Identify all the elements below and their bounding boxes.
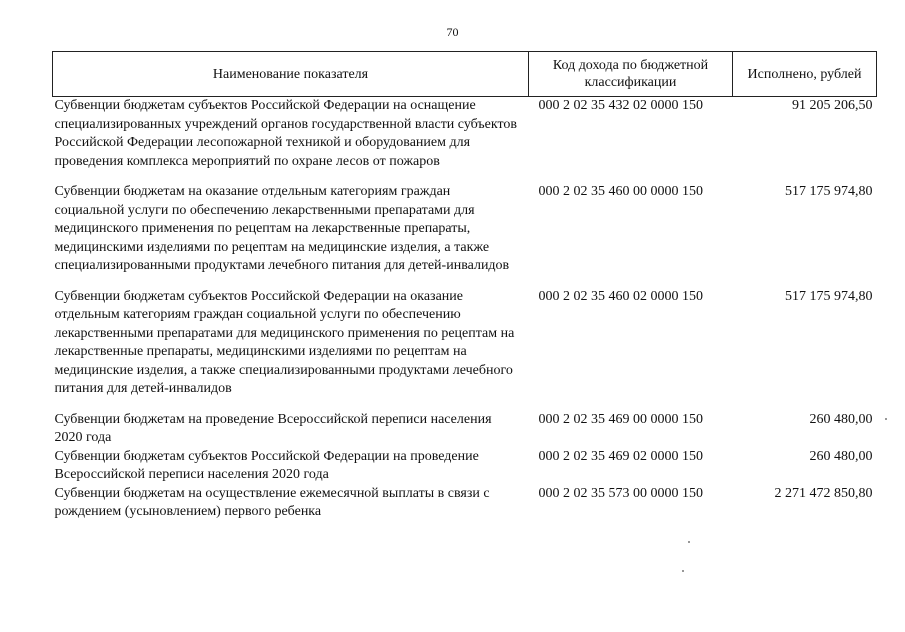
row-indicator-name: Субвенции бюджетам субъектов Российской Федерации на оказание отдельным категориям граждан социальной услуги по обеспечению лекарственными препаратами для медицинского применения по рецептам на лекарственные препараты, медицинскими изделиями по рецептам на медицинские изделия, а также специализированными продуктами лечебного питания для детей-инвалидов: [54, 288, 515, 396]
row-executed-amount: 260 480,00: [809, 411, 873, 427]
budget-income-table: [52, 51, 877, 522]
header-row: [53, 52, 877, 97]
row-income-code: 000 2 02 35 469 02 0000 150: [538, 448, 703, 464]
table-row: [53, 448, 877, 485]
table-body: [53, 97, 877, 522]
header-executed-amount: Исполнено, рублей: [733, 52, 877, 97]
row-indicator-name: Субвенции бюджетам субъектов Российской Федерации на проведение Всероссийской переписи населения 2020 года: [54, 448, 479, 482]
scan-speck: [688, 541, 690, 543]
table-header: [53, 52, 877, 97]
row-indicator-name: Субвенции бюджетам на проведение Всероссийской переписи населения 2020 года: [54, 411, 492, 445]
row-executed-amount: 260 480,00: [809, 448, 873, 464]
row-indicator-name: Субвенции бюджетам на осуществление ежемесячной выплаты в связи с рождением (усыновлением) первого ребенка: [54, 485, 490, 519]
row-executed-amount: 517 175 974,80: [785, 288, 873, 304]
scan-speck: [682, 570, 684, 572]
table-row: [53, 97, 877, 184]
row-indicator-name: Субвенции бюджетам субъектов Российской Федерации на оснащение специализированных учреждений органов государственной власти субъектов Российской Федерации лесопожарной техникой и оборудованием для проведения комплекса мероприятий по охране лесов от пожаров: [54, 98, 518, 169]
table-row: [53, 411, 877, 448]
page-number: 70: [446, 25, 459, 39]
row-executed-amount: 2 271 472 850,80: [774, 485, 873, 501]
scan-speck: [885, 418, 887, 420]
row-income-code: 000 2 02 35 460 00 0000 150: [538, 184, 703, 199]
row-executed-amount: 517 175 974,80: [785, 184, 873, 199]
table-row: [53, 288, 877, 411]
row-indicator-name: Субвенции бюджетам на оказание отдельным категориям граждан социальной услуги по обеспечению лекарственными препаратами для медицинского применения по рецептам на лекарственные препараты, медицинскими изделиями по рецептам на медицинские изделия, а также специализированными продуктами лечебного питания для детей-инвалидов: [54, 184, 510, 273]
table-row: [53, 485, 877, 522]
row-income-code: 000 2 02 35 460 02 0000 150: [538, 288, 703, 304]
row-executed-amount: 91 205 206,50: [792, 98, 873, 113]
row-income-code: 000 2 02 35 432 02 0000 150: [538, 98, 703, 113]
table-row: [53, 183, 877, 288]
header-income-code: Код дохода по бюджетной классификации: [529, 52, 733, 97]
row-income-code: 000 2 02 35 573 00 0000 150: [538, 485, 703, 501]
row-income-code: 000 2 02 35 469 00 0000 150: [538, 411, 703, 427]
header-indicator-name: Наименование показателя: [53, 52, 529, 97]
